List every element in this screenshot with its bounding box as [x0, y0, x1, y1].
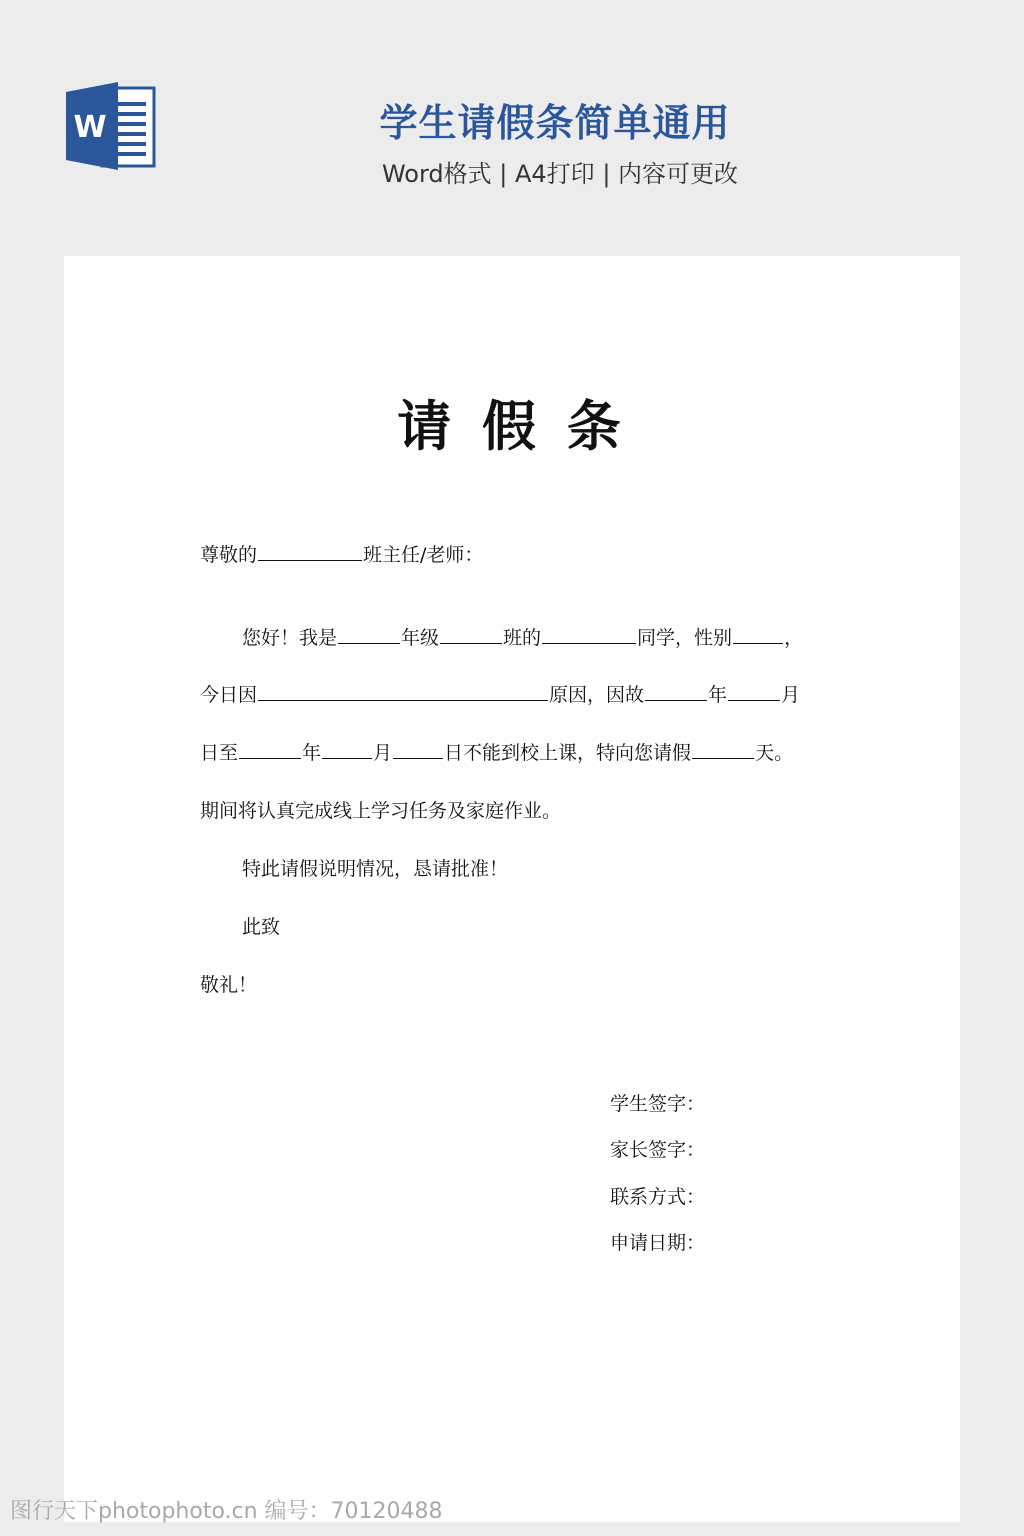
- banner-title: 学生请假条简单通用: [379, 101, 731, 145]
- days-blank[interactable]: [692, 740, 754, 759]
- paragraph-1: [242, 625, 803, 651]
- para1-text-e: ，: [784, 627, 804, 649]
- contact-label: 联系方式：: [610, 1186, 706, 1208]
- gender-blank[interactable]: [733, 625, 783, 644]
- para2-text-d: 月: [781, 684, 801, 706]
- paragraph-4: 期间将认真完成线上学习任务及家庭作业。: [200, 800, 562, 822]
- student-name-blank[interactable]: [542, 625, 636, 644]
- document-title: 请 假 条: [397, 395, 627, 458]
- closing-line-2: 敬礼！: [200, 974, 258, 996]
- para3-text-c: 月: [373, 742, 393, 764]
- para1-text-b: 年级: [401, 627, 440, 649]
- reason-blank[interactable]: [258, 682, 548, 701]
- para1-text-d: 同学，性别: [637, 627, 733, 649]
- class-blank[interactable]: [440, 625, 502, 644]
- end-year-blank[interactable]: [239, 740, 301, 759]
- closing-line-1: 此致: [242, 916, 281, 938]
- para3-text-a: 日至: [200, 742, 239, 764]
- salutation-suffix: 班主任/老师：: [363, 544, 484, 566]
- para3-text-b: 年: [302, 742, 322, 764]
- document-page: [64, 256, 960, 1522]
- watermark: 图行天下photophoto.cn 编号：70120488: [10, 1499, 443, 1524]
- para3-text-d: 日不能到校上课，特向您请假: [444, 742, 692, 764]
- student-signature-label: 学生签字：: [610, 1093, 706, 1115]
- word-logo-letter: W: [73, 110, 107, 145]
- apply-date-label: 申请日期：: [610, 1232, 706, 1254]
- para1-text-c: 班的: [503, 627, 542, 649]
- para2-text-b: 原因，因故: [549, 684, 645, 706]
- end-day-blank[interactable]: [393, 740, 443, 759]
- para2-text-c: 年: [708, 684, 728, 706]
- class-name-blank[interactable]: [258, 542, 362, 561]
- end-month-blank[interactable]: [322, 740, 372, 759]
- banner-subtitle: Word格式 | A4打印 | 内容可更改: [381, 160, 739, 188]
- paragraph-3: [200, 740, 793, 766]
- paragraph-5: 特此请假说明情况，恳请批准！: [242, 858, 509, 880]
- paragraph-2: [200, 682, 800, 708]
- para3-text-e: 天。: [755, 742, 794, 764]
- salutation-line: [200, 542, 483, 568]
- parent-signature-label: 家长签字：: [610, 1139, 706, 1161]
- grade-blank[interactable]: [338, 625, 400, 644]
- start-month-blank[interactable]: [728, 682, 780, 701]
- para1-text-a: 您好！我是: [242, 627, 338, 649]
- start-year-blank[interactable]: [645, 682, 707, 701]
- salutation-prefix: 尊敬的: [200, 544, 258, 566]
- para2-text-a: 今日因: [200, 684, 258, 706]
